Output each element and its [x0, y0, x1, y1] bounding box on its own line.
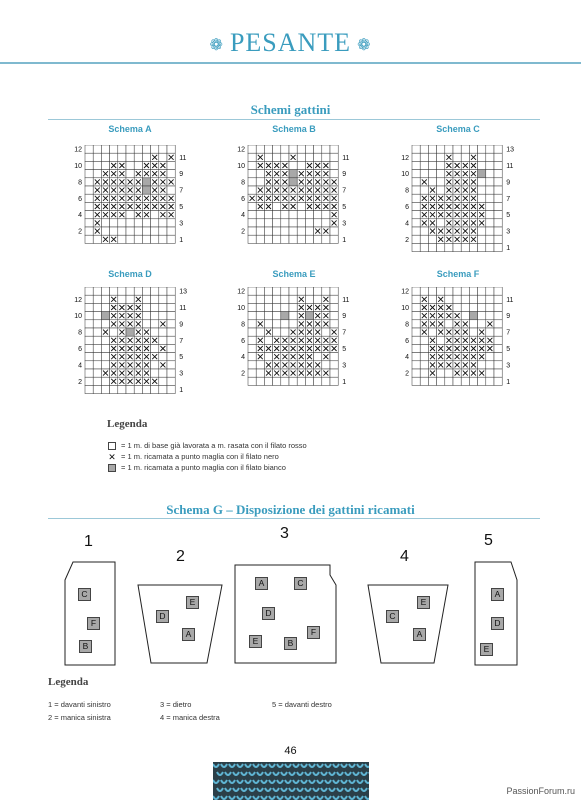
- row-label-left: 8: [78, 329, 82, 337]
- row-label-right: 7: [179, 337, 184, 345]
- row-label-left: 8: [241, 179, 245, 187]
- row-label-left: 2: [241, 370, 245, 378]
- row-label-left: 8: [405, 321, 409, 329]
- row-label-left: 4: [405, 354, 409, 362]
- legend-item-black: = 1 m. ricamata a punto maglia con il filato nero: [121, 452, 279, 461]
- piece2-label-d: D: [156, 610, 169, 623]
- row-label-right: 9: [506, 313, 511, 321]
- chart-title-e: Schema E: [272, 269, 316, 279]
- row-label-left: 4: [241, 212, 245, 220]
- row-label-left: 4: [78, 212, 82, 220]
- row-label-left: 6: [78, 346, 82, 353]
- legend-item-white: = 1 m. ricamata a punto maglia con il filato bianco: [121, 463, 286, 472]
- piece3-label-b: B: [284, 637, 297, 650]
- piece4-label-c: C: [386, 610, 399, 623]
- piece3-label-a: A: [255, 577, 268, 590]
- row-label-right: 1: [506, 378, 511, 386]
- row-label-right: 5: [506, 212, 511, 220]
- chart-title-f: Schema F: [436, 269, 480, 279]
- row-label-left: 10: [74, 313, 82, 321]
- row-label-left: 8: [241, 321, 245, 329]
- piece-outline-1: [65, 562, 115, 665]
- row-label-right: 1: [506, 245, 511, 252]
- row-label-left: 10: [401, 305, 409, 312]
- row-label-right: 11: [342, 296, 350, 304]
- snowflake-ornament-icon: ❁: [209, 37, 224, 55]
- row-label-right: 7: [506, 329, 511, 337]
- chart-title-b: Schema B: [272, 124, 316, 134]
- legend2-title: Legenda: [48, 676, 89, 688]
- legend2-item-2: 2 = manica sinistra: [48, 713, 111, 722]
- row-label-left: 6: [241, 195, 245, 203]
- row-label-right: 5: [179, 204, 184, 211]
- legend2-item-1: 1 = davanti sinistro: [48, 700, 111, 709]
- row-label-right: 1: [179, 236, 184, 244]
- row-label-right: 5: [342, 204, 347, 211]
- knit-texture-icon: [213, 762, 369, 800]
- row-label-left: 10: [401, 171, 409, 179]
- piece2-label-a: A: [182, 628, 195, 641]
- chart-title-d: Schema D: [108, 269, 152, 279]
- row-label-right: 13: [506, 146, 514, 154]
- section-title-schemi: Schemi gattini: [250, 102, 331, 117]
- row-label-right: 11: [179, 154, 187, 162]
- section-title-schema-g: Schema G – Disposizione dei gattini ricamati: [166, 502, 415, 517]
- row-label-left: 12: [74, 146, 82, 154]
- piece1-label-b: B: [79, 640, 92, 653]
- row-label-left: 2: [405, 236, 409, 244]
- cross-icon: ✕: [108, 452, 116, 462]
- row-label-left: 6: [405, 204, 409, 211]
- row-label-left: 12: [237, 288, 245, 296]
- row-label-right: 1: [179, 387, 184, 394]
- piece1-label-f: F: [87, 617, 100, 630]
- piece-outline-4: [368, 585, 448, 663]
- row-label-right: 13: [179, 288, 187, 296]
- row-label-left: 4: [241, 354, 245, 362]
- row-label-left: 8: [78, 179, 82, 187]
- piece3-label-d: D: [262, 607, 275, 620]
- row-label-left: 12: [237, 146, 245, 154]
- row-label-left: 10: [237, 163, 245, 170]
- row-label-right: 11: [179, 305, 187, 312]
- piece-outline-2: [138, 585, 222, 663]
- title-text: PESANTE: [229, 28, 352, 57]
- row-label-right: 3: [179, 370, 184, 378]
- row-label-left: 2: [78, 228, 82, 236]
- row-label-right: 9: [506, 179, 511, 187]
- row-label-right: 11: [506, 163, 514, 170]
- row-label-right: 1: [342, 236, 347, 244]
- piece-number-3: 3: [280, 525, 289, 542]
- row-label-right: 5: [506, 346, 511, 353]
- piece-number-2: 2: [176, 548, 185, 565]
- knit-texture-image: [213, 762, 369, 800]
- row-label-right: 9: [342, 171, 347, 179]
- row-label-left: 6: [78, 195, 82, 203]
- piece3-label-e: E: [249, 635, 262, 648]
- row-label-right: 1: [342, 378, 347, 386]
- row-label-left: 12: [74, 296, 82, 304]
- row-label-right: 5: [342, 346, 347, 353]
- row-label-left: 2: [78, 378, 82, 386]
- row-label-left: 10: [237, 305, 245, 312]
- row-label-right: 3: [342, 220, 347, 228]
- legend2-item-4: 4 = manica destra: [160, 713, 220, 722]
- row-label-right: 9: [179, 321, 184, 329]
- piece-outline-5: [475, 562, 517, 665]
- row-label-left: 12: [401, 288, 409, 296]
- row-label-right: 7: [342, 329, 347, 337]
- row-label-right: 3: [342, 362, 347, 370]
- row-label-right: 3: [506, 362, 511, 370]
- legend-title: Legenda: [107, 418, 148, 430]
- legend-item-base: = 1 m. di base già lavorata a m. rasata con il filato rosso: [121, 441, 307, 450]
- chart-title-c: Schema C: [436, 124, 480, 134]
- piece4-label-a: A: [413, 628, 426, 641]
- piece5-label-a: A: [491, 588, 504, 601]
- piece5-label-e: E: [480, 643, 493, 656]
- row-label-right: 7: [342, 187, 347, 195]
- row-label-right: 3: [506, 228, 511, 236]
- piece5-label-d: D: [491, 617, 504, 630]
- piece1-label-c: C: [78, 588, 91, 601]
- row-label-right: 7: [179, 187, 184, 195]
- row-label-right: 11: [506, 296, 514, 304]
- row-label-left: 12: [401, 154, 409, 162]
- row-label-right: 9: [179, 171, 184, 179]
- piece2-label-e: E: [186, 596, 199, 609]
- row-label-right: 9: [342, 313, 347, 321]
- row-label-left: 4: [78, 362, 82, 370]
- snowflake-ornament-icon: ❁: [357, 37, 372, 55]
- row-label-left: 6: [241, 337, 245, 345]
- piece-number-5: 5: [484, 532, 493, 549]
- row-label-left: 2: [241, 228, 245, 236]
- piece3-label-f: F: [307, 626, 320, 639]
- row-label-left: 10: [74, 163, 82, 170]
- page-number: 46: [284, 745, 297, 757]
- piece-outline-3: [235, 565, 336, 663]
- row-label-left: 8: [405, 187, 409, 195]
- row-label-left: 2: [405, 370, 409, 378]
- piece4-label-e: E: [417, 596, 430, 609]
- legend2-item-5: 5 = davanti destro: [272, 700, 332, 709]
- row-label-right: 11: [342, 154, 350, 162]
- piece-number-1: 1: [84, 533, 93, 550]
- row-label-right: 3: [179, 220, 184, 228]
- row-label-right: 7: [506, 195, 511, 203]
- piece3-label-c: C: [294, 577, 307, 590]
- legend2-item-3: 3 = dietro: [160, 700, 192, 709]
- piece-number-4: 4: [400, 548, 409, 565]
- chart-title-a: Schema A: [108, 124, 152, 134]
- row-label-right: 5: [179, 354, 184, 362]
- watermark: PassionForum.ru: [506, 786, 575, 796]
- row-label-left: 6: [405, 337, 409, 345]
- row-label-left: 4: [405, 220, 409, 228]
